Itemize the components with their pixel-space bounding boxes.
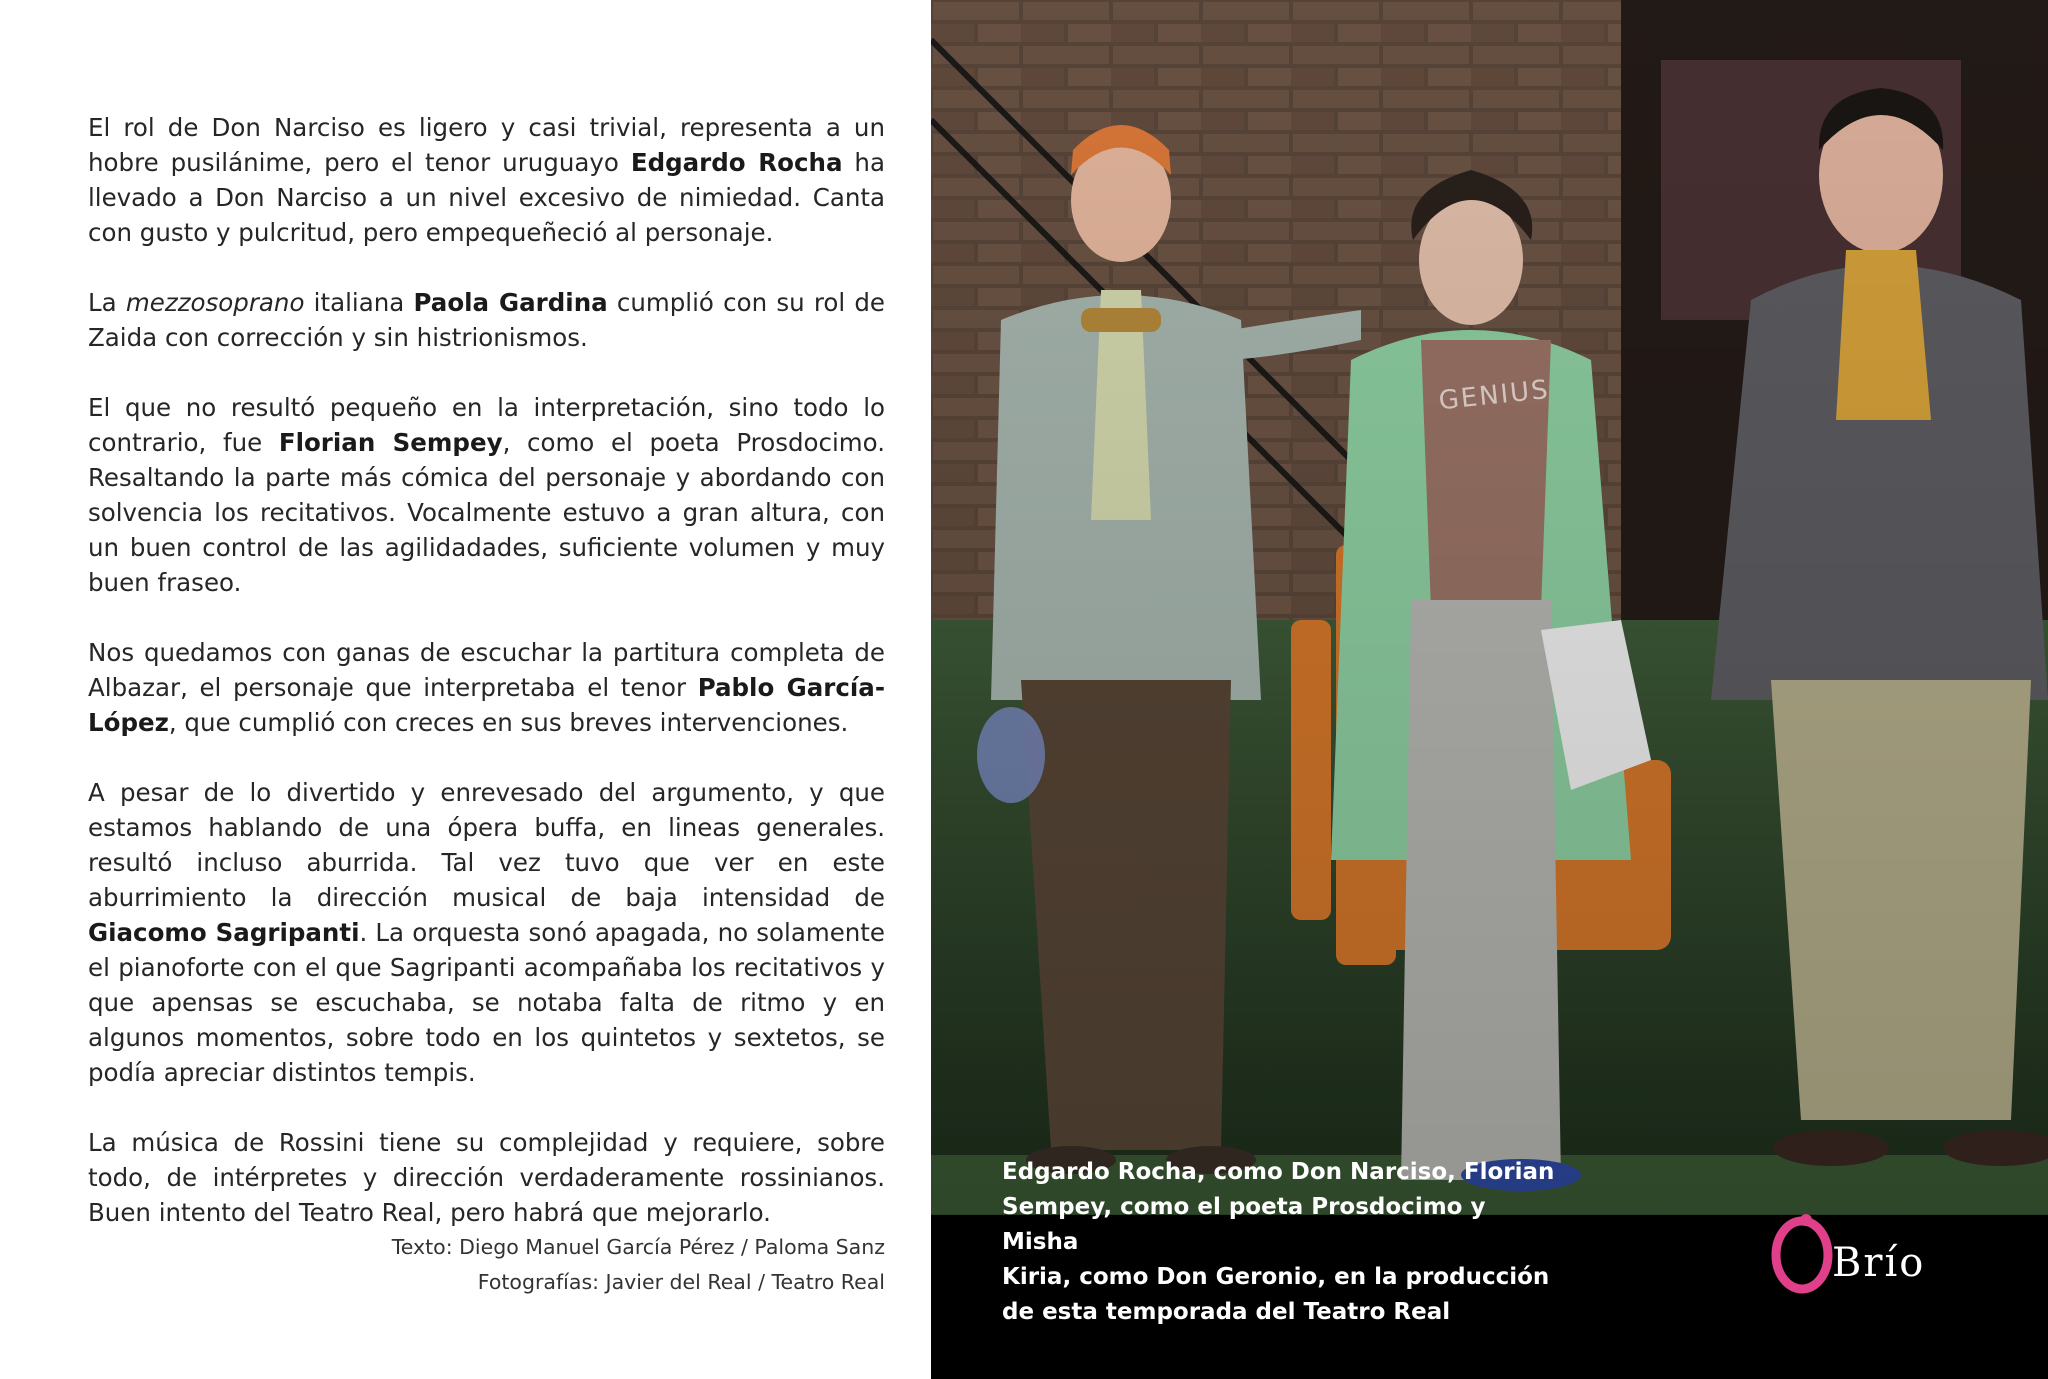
photo-credit: Fotografías: Javier del Real / Teatro Real (477, 1270, 885, 1294)
paragraph-text: El rol de Don Narciso es ligero y casi trivial, representa a un hobre pusilánime, pero el tenor uruguayo (88, 113, 885, 177)
paragraph-6 (88, 1125, 885, 1230)
singer-name: Paola Gardina (413, 288, 608, 317)
emphasis-text: mezzosoprano (125, 288, 305, 317)
paragraph-text: El que no resultó pequeño en la interpretación, sino todo lo contrario, fue (88, 393, 885, 457)
paragraph-text: cumplió con su rol de Zaida con corrección y sin histrionismos. (88, 288, 886, 352)
logo-text: Brío (1832, 1240, 1926, 1286)
paragraph-4 (88, 635, 885, 740)
paragraph-text: , como el poeta Prosdocimo. Resaltando la parte más cómica del personaje y abordando con solvencia los recitativos. Vocalmente estuvo a gran altura, con un buen control de las agilidadades, suficiente volumen y muy buen fraseo. (88, 428, 885, 597)
caption-line: de esta temporada del Teatro Real (1002, 1299, 1451, 1325)
singer-name: Florian Sempey (278, 428, 503, 457)
caption-line: Sempey, como el poeta Prosdocimo y Misha (1002, 1194, 1486, 1255)
conductor-name: Giacomo Sagripanti (88, 918, 360, 947)
paragraph-text: La música de Rossini tiene su complejidad y requiere, sobre todo, de intérpretes y dirección verdaderamente rossinianos. Buen intento del Teatro Real, pero habrá que mejorarlo. (88, 1128, 885, 1227)
paragraph-5 (88, 775, 885, 1090)
caption-line: Edgardo Rocha, como Don Narciso, Florian (1002, 1159, 1555, 1185)
text-page (0, 0, 931, 1379)
paragraph-text: italiana (304, 288, 414, 317)
text-credit: Texto: Diego Manuel García Pérez / Paloma Sanz (391, 1235, 885, 1259)
paragraph-text: . La orquesta sonó apagada, no solamente el pianoforte con el que Sagripanti acompañaba los recitativos y que apensas se escuchaba, se notaba falta de ritmo y en algunos momentos, sobre todo en los quintetos y sextetos, se podía apreciar distintos tempis. (88, 918, 885, 1087)
paragraph-2 (88, 285, 885, 355)
singer-name: Pablo García-López (88, 673, 885, 737)
photo-caption (1002, 1155, 1562, 1330)
paragraph-text: Nos quedamos con ganas de escuchar la partitura completa de Albazar, el personaje que interpretaba el tenor (88, 638, 885, 702)
brio-logo (1766, 1200, 1966, 1300)
shirt-text: GENIUS (1437, 374, 1552, 417)
credits (360, 1230, 885, 1300)
singer-name: Edgardo Rocha (630, 148, 843, 177)
paragraph-text: ha llevado a Don Narciso a un nivel excesivo de nimiedad. Canta con gusto y pulcritud, pero empequeñeció al personaje. (88, 148, 885, 247)
paragraph-3 (88, 390, 885, 600)
caption-line: Kiria, como Don Geronio, en la producción (1002, 1264, 1550, 1290)
paragraph-text: La (88, 288, 126, 317)
paragraph-text: A pesar de lo divertido y enrevesado del argumento, y que estamos hablando de una ópera buffa, en lineas generales. resultó incluso aburrida. Tal vez tuvo que ver en este aburrimiento la dirección musical de baja intensidad de (88, 778, 885, 912)
article-body (88, 110, 885, 1265)
paragraph-1 (88, 110, 885, 250)
paragraph-text: , que cumplió con creces en sus breves intervenciones. (168, 708, 849, 737)
